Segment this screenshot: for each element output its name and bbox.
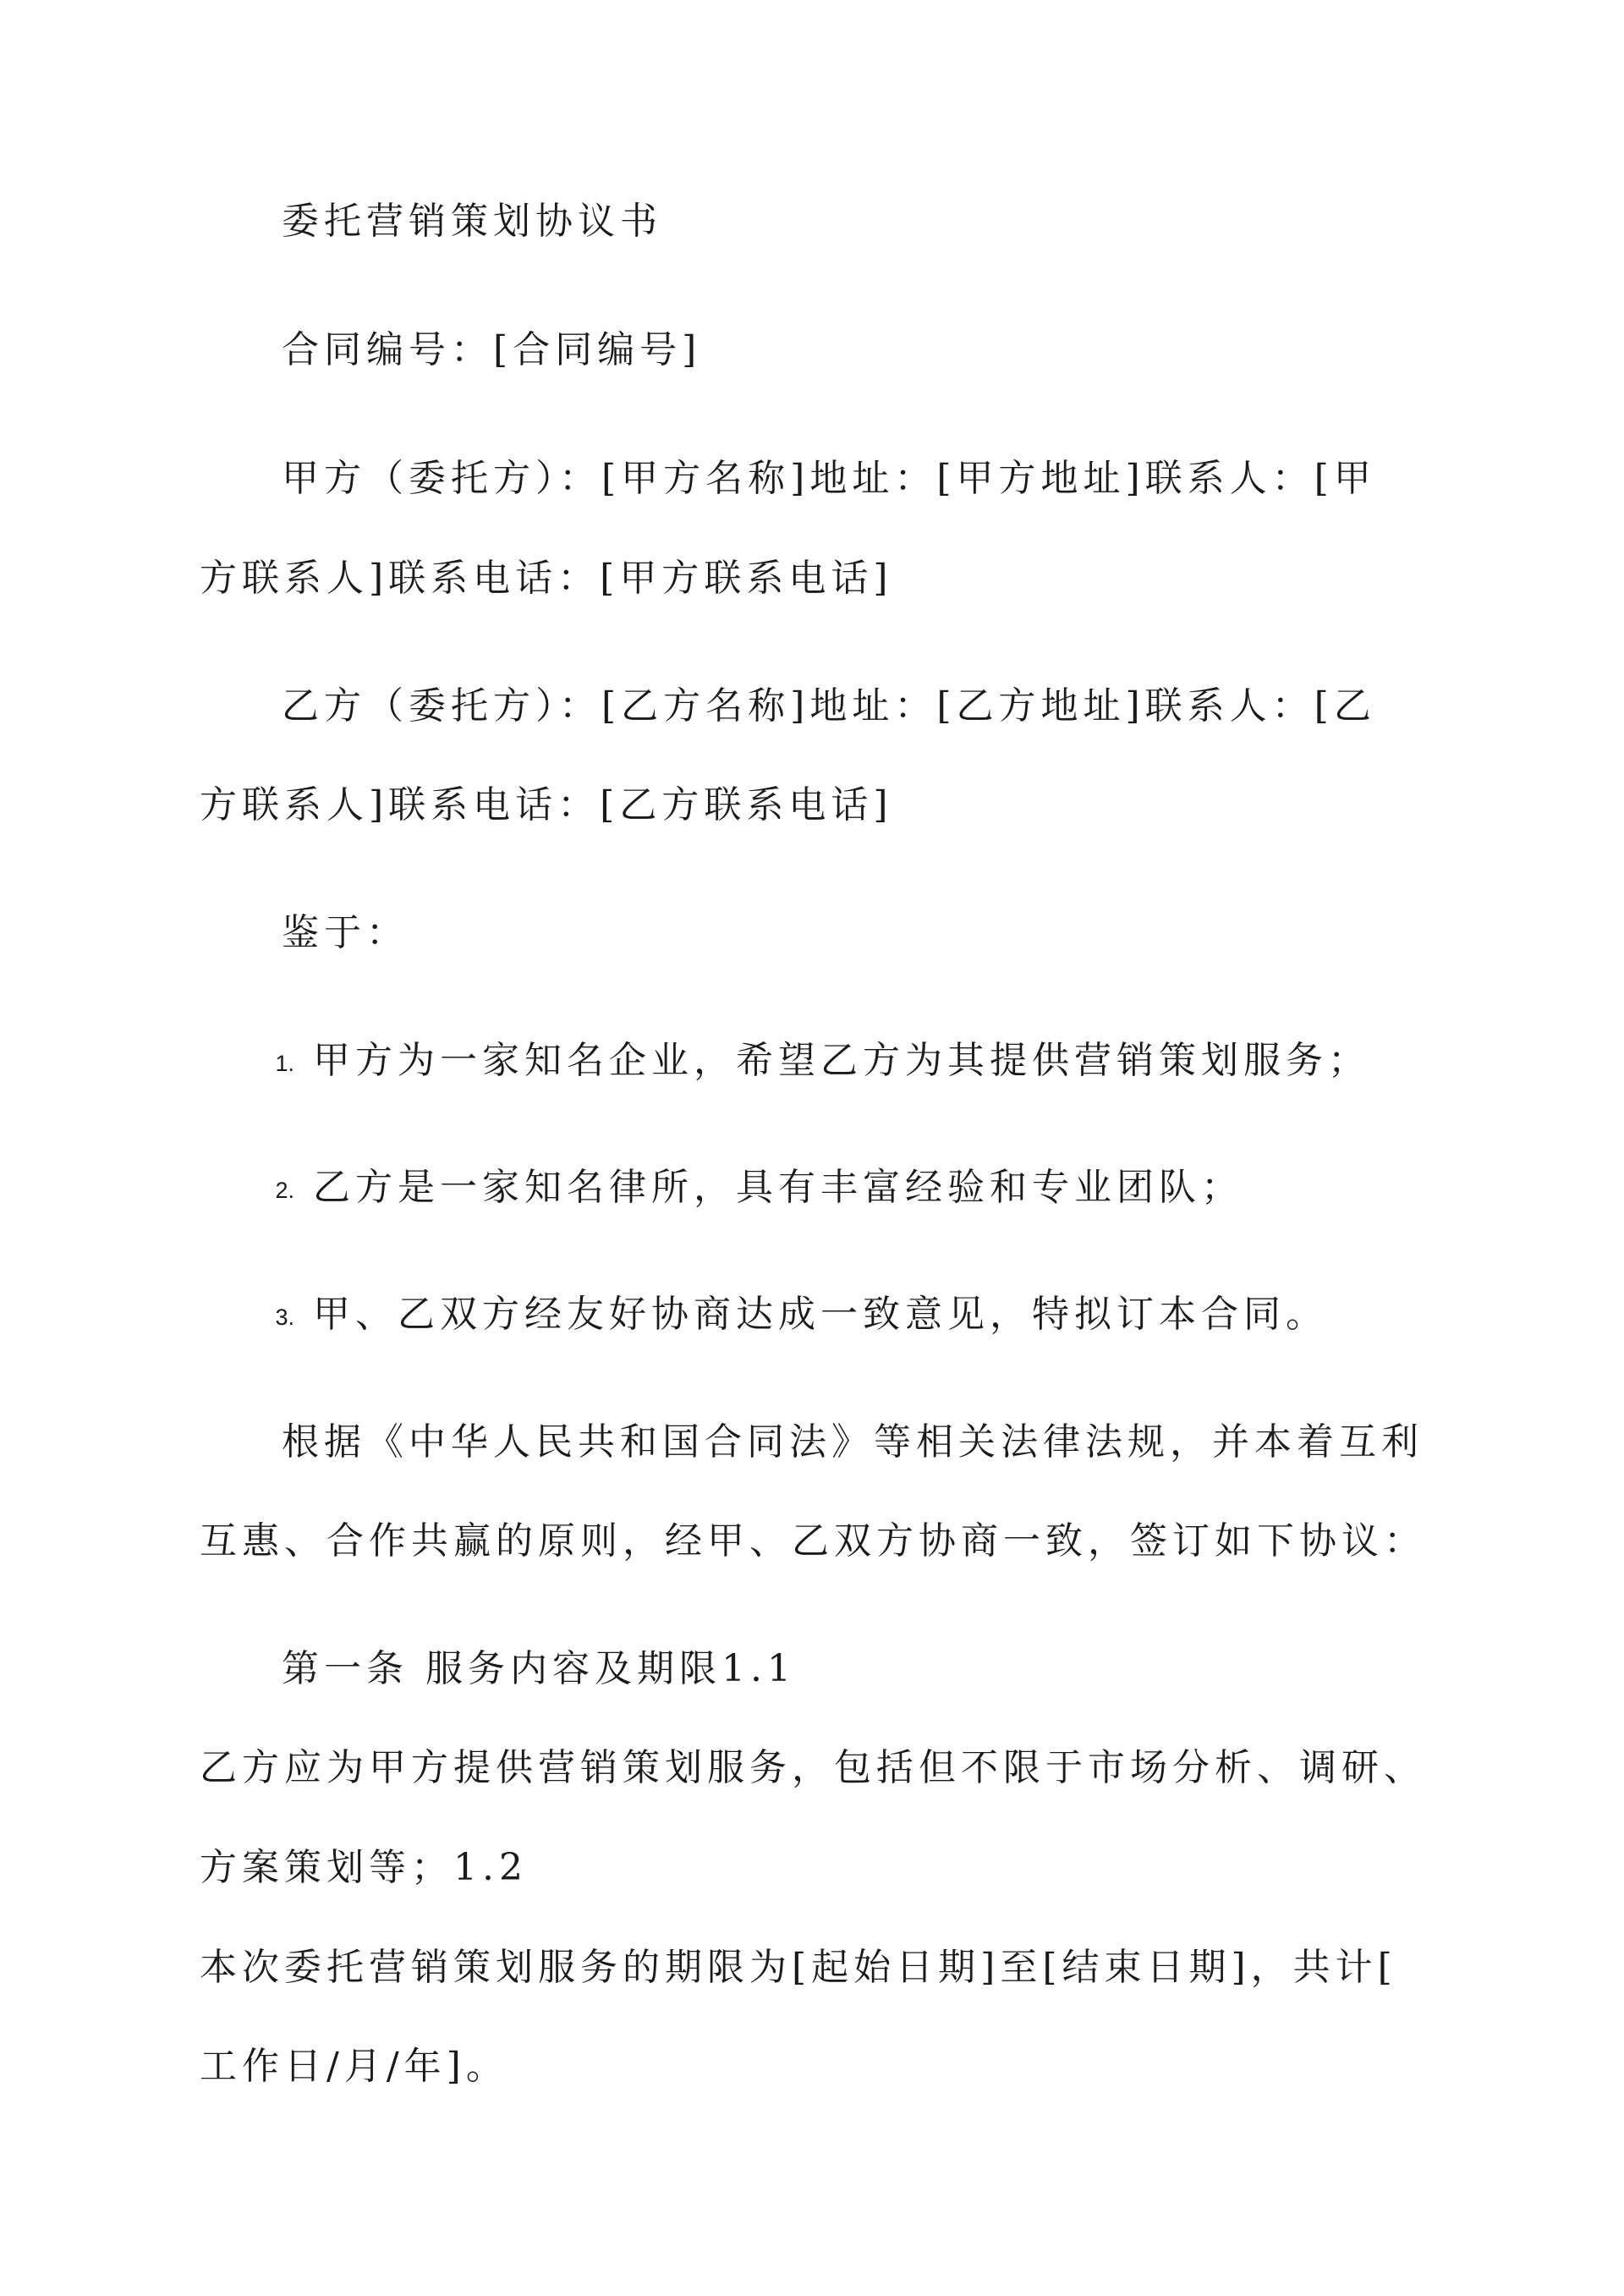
contract-number: 合同编号：[合同编号] — [282, 328, 702, 371]
recital-number: 1. — [275, 1051, 294, 1076]
recital-number: 3. — [275, 1305, 294, 1330]
recital-number: 2. — [275, 1178, 294, 1203]
document-title: 委托营销策划协议书 — [282, 200, 662, 243]
party-a-line-1: 甲方（委托方）：[甲方名称]地址：[甲方地址]联系人：[甲 — [282, 457, 1376, 500]
whereas-heading: 鉴于： — [282, 911, 409, 954]
recital-item — [200, 1035, 1424, 1089]
recital-item — [200, 1289, 1424, 1343]
recital-text: 甲方为一家知名企业，希望乙方为其提供营销策划服务； — [313, 1039, 1370, 1082]
party-b-line-1: 乙方（委托方）：[乙方名称]地址：[乙方地址]联系人：[乙 — [282, 684, 1376, 728]
basis-line-1: 根据《中华人民共和国合同法》等相关法律法规，并本着互利 — [282, 1420, 1424, 1464]
party-a-line-2: 方联系人]联系电话：[甲方联系电话] — [200, 557, 893, 600]
basis-line-2: 互惠、合作共赢的原则，经甲、乙双方协商一致，签订如下协议： — [200, 1519, 1426, 1563]
recital-text: 乙方是一家知名律所，具有丰富经验和专业团队； — [313, 1166, 1243, 1209]
party-b-line-2: 方联系人]联系电话：[乙方联系电话] — [200, 783, 893, 827]
article-1-line-1: 乙方应为甲方提供营销策划服务，包括但不限于市场分析、调研、 — [200, 1746, 1426, 1789]
article-1-heading: 第一条 服务内容及期限1.1 — [282, 1647, 796, 1690]
article-1-line-3: 本次委托营销策划服务的期限为[起始日期]至[结束日期]，共计[ — [200, 1946, 1397, 1989]
article-1-line-2: 方案策划等；1.2 — [200, 1846, 528, 1889]
recital-text: 甲、乙双方经友好协商达成一致意见，特拟订本合同。 — [313, 1293, 1328, 1336]
recital-item — [200, 1162, 1424, 1216]
article-1-line-4: 工作日/月/年]。 — [200, 2045, 508, 2088]
